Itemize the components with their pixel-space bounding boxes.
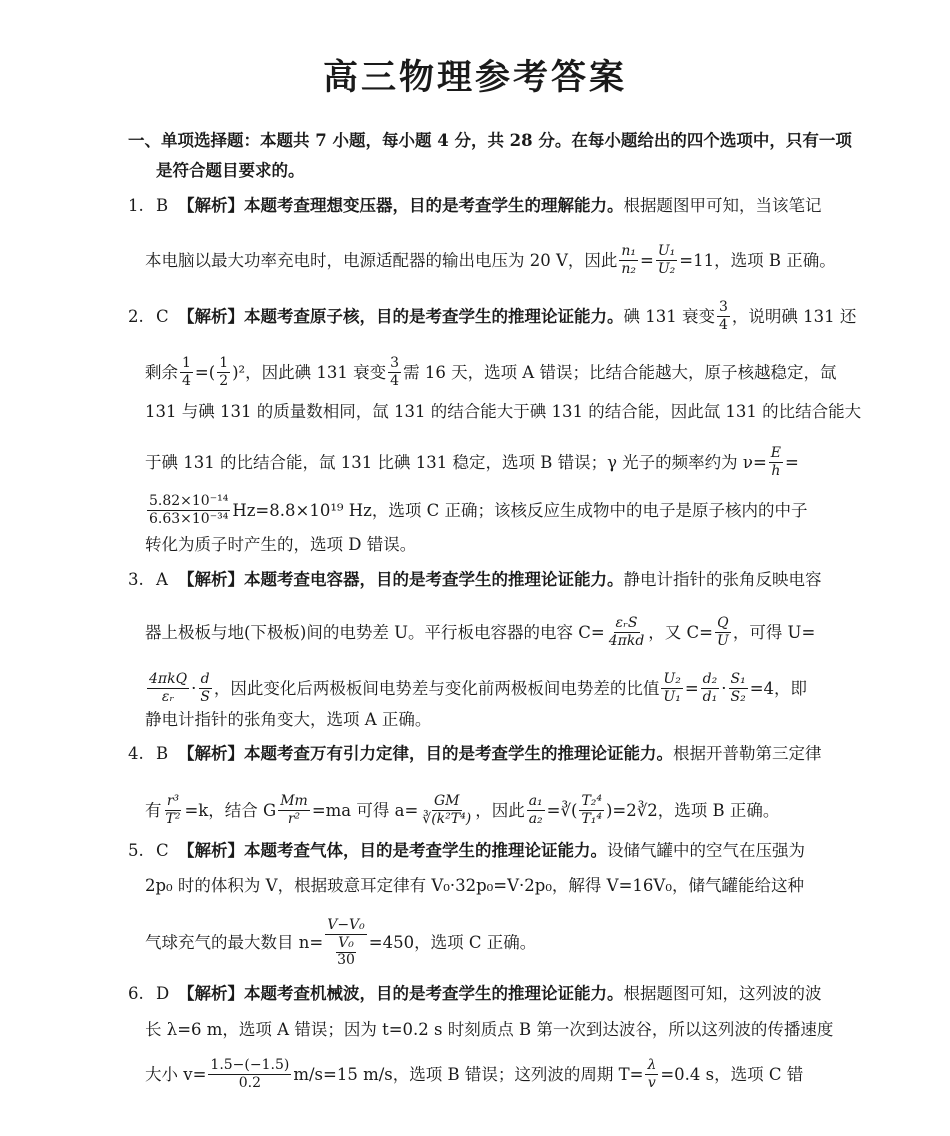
q4-text: =k，结合 G: [184, 800, 277, 820]
q2-line6: 转化为质子时产生的，选项 D 错误。: [145, 535, 417, 554]
q3-frac: $\frac{\text{U₂}}{\text{U₁}}$: [663, 671, 681, 706]
q4-text: 根据开普勒第三定律: [673, 744, 822, 763]
q4-text: 有: [145, 800, 162, 820]
q4-line1: [128, 746, 822, 763]
q6-text: =0.4 s，选项 C 错: [660, 1064, 804, 1084]
q3-frac: $\frac{\text{εᵣS}}{\text{4πkd}}$: [608, 615, 645, 650]
q5-answer: C: [156, 841, 169, 860]
q1-tag: 【解析】本题考查理想变压器，目的是考查学生的理解能力。: [178, 196, 624, 215]
q5-text: 气球充气的最大数目 n=: [145, 932, 324, 952]
q3-text: =: [684, 678, 699, 698]
q3-tag: 【解析】本题考查电容器，目的是考查学生的推理论证能力。: [178, 570, 624, 589]
q1-line1: [128, 198, 822, 215]
q2-line3: 131 与碘 131 的质量数相同，氙 131 的结合能大于碘 131 的结合能，因此氙 131 的比结合能大: [145, 402, 862, 421]
q5-text: 设储气罐中的空气在压强为: [607, 841, 805, 860]
section-heading-line2: 是符合题目要求的。: [156, 161, 305, 180]
q2-frac: $\frac{1}{4}$: [182, 355, 191, 390]
q4-frac: $\frac{\text{r³}}{\text{T²}}$: [165, 793, 181, 828]
q5-text: =450，选项 C 正确。: [368, 932, 537, 952]
q3-line2: [145, 616, 815, 650]
q2-line5: [145, 494, 807, 528]
q3-text: 静电计指针的张角反映电容: [623, 570, 822, 589]
section-heading-line1: 一、单项选择题：本题共 7 小题，每小题 4 分，共 28 分。在每小题给出的四个选项中，只有一项: [128, 131, 852, 150]
q6-frac: $\frac{1.5-(-1.5)}{0.2}$: [210, 1057, 290, 1092]
page-title: 高三物理参考答案: [322, 57, 627, 98]
q6-frac: $\frac{\lambda}{v}$: [647, 1057, 657, 1092]
q6-line1: [128, 986, 822, 1003]
q4-line2: [145, 794, 779, 828]
q3-answer: A: [156, 570, 168, 589]
q4-frac: $\frac{\text{T₂⁴}}{\text{T₁⁴}}$: [581, 793, 602, 828]
q1-text: =11，选项 B 正确。: [679, 250, 836, 270]
q1-answer: B: [156, 196, 169, 215]
q2-line2: [145, 356, 836, 390]
q3-text: ，可得 U=: [732, 622, 816, 642]
q2-line4: [145, 446, 799, 480]
q3-text: ·: [721, 678, 727, 698]
q1-eq: =: [640, 250, 654, 270]
q3-number: 3.: [128, 570, 144, 589]
q4-frac: $\frac{Mm}{\text{r²}}$: [280, 793, 308, 828]
q3-line4: 静电计指针的张角变大，选项 A 正确。: [145, 710, 432, 729]
q2-tag: 【解析】本题考查原子核，目的是考查学生的推理论证能力。: [178, 306, 624, 326]
q3-text: ，又 C=: [648, 622, 713, 642]
q2-line1: [128, 300, 856, 334]
q1-text: 根据题图甲可知，当该笔记: [623, 196, 822, 215]
q2-frac: $\frac{E}{h}$: [770, 445, 782, 480]
q4-tag: 【解析】本题考查万有引力定律，目的是考查学生的推理论证能力。: [178, 744, 673, 763]
q2-text: 碘 131 衰变: [623, 306, 715, 326]
q2-frac: $\frac{1}{2}$: [219, 355, 229, 390]
q2-text: Hz=8.8×10¹⁹ Hz，选项 C 正确；该核反应生成物中的电子是原子核内的中子: [232, 500, 808, 520]
q3-text: ·: [191, 678, 197, 698]
q5-line2: 2p₀ 时的体积为 V，根据玻意耳定律有 V₀·32p₀=V·2p₀，解得 V=16V₀，储气罐能给这种: [145, 876, 804, 895]
q2-frac: $\frac{3}{4}$: [390, 355, 400, 390]
q5-line3: [145, 918, 536, 968]
q2-answer: C: [156, 306, 169, 326]
q2-frac: $\frac{3}{4}$: [718, 299, 728, 334]
q6-answer: D: [156, 984, 170, 1003]
q6-line3: [145, 1058, 803, 1092]
q4-frac: $\frac{GM}{\text{∛(k²T⁴)}}$: [422, 793, 472, 828]
q1-frac-u: $\frac{\text{U₁}}{\text{U₂}}$: [657, 243, 676, 278]
q2-frac: $\frac{\text{5.82×10⁻¹⁴}}{\text{6.63×10⁻³⁴}}$: [149, 493, 229, 528]
q6-text: 根据题图可知，这列波的波: [623, 984, 822, 1003]
q2-text: =(: [194, 362, 216, 382]
q5-frac: V−V₀ V₀ 30: [327, 917, 365, 968]
q6-number: 6.: [128, 984, 144, 1003]
q6-text: 大小 v=: [145, 1064, 207, 1084]
q2-text: )²，因此碘 131 衰变: [232, 362, 387, 382]
q4-text: ，因此: [475, 800, 525, 820]
q2-text: 于碘 131 的比结合能，氙 131 比碘 131 稳定，选项 B 错误；γ 光子的频率约为 ν=: [145, 452, 767, 472]
q6-line2: 长 λ=6 m，选项 A 错误；因为 t=0.2 s 时刻质点 B 第一次到达波谷，所以这列波的传播速度: [145, 1020, 834, 1039]
q4-answer: B: [156, 744, 169, 763]
q3-text: =4，即: [749, 678, 808, 698]
q6-tag: 【解析】本题考查机械波，目的是考查学生的推理论证能力。: [178, 984, 624, 1003]
q3-frac: $\frac{\text{d₂}}{\text{d₁}}$: [702, 671, 718, 706]
q2-text: 需 16 天，选项 A 错误；比结合能越大，原子核越稳定，氙: [403, 362, 837, 382]
q3-text: 器上极板与地(下极板)间的电势差 U。平行板电容器的电容 C=: [145, 622, 605, 642]
q4-text: =∛(: [546, 800, 578, 820]
q3-line3: [145, 672, 807, 706]
q3-text: ，因此变化后两极板间电势差与变化前两极板间电势差的比值: [213, 678, 660, 698]
q3-frac: $\frac{\text{S₁}}{\text{S₂}}$: [730, 671, 746, 706]
q3-line1: [128, 572, 822, 589]
q3-frac: $\frac{d}{S}$: [200, 671, 210, 706]
q2-text: ，说明碘 131 还: [731, 306, 857, 326]
q5-line1: [128, 843, 805, 860]
q1-number: 1.: [128, 196, 144, 215]
q5-number: 5.: [128, 841, 144, 860]
q5-tag: 【解析】本题考查气体，目的是考查学生的推理论证能力。: [178, 841, 607, 860]
q4-text: =ma 可得 a=: [311, 800, 419, 820]
q2-text: =: [785, 452, 799, 472]
q2-number: 2.: [128, 306, 144, 326]
q1-text: 本电脑以最大功率充电时，电源适配器的输出电压为 20 V，因此: [145, 250, 618, 270]
q1-frac-n: $\frac{\text{n₁}}{\text{n₂}}$: [621, 243, 637, 278]
q4-frac: $\frac{\text{a₁}}{\text{a₂}}$: [528, 793, 543, 828]
q3-frac: $\frac{\text{4πkQ}}{\text{εᵣ}}$: [149, 671, 188, 706]
q4-text: )=2∛2，选项 B 正确。: [606, 800, 780, 820]
q4-number: 4.: [128, 744, 144, 763]
q6-text: m/s=15 m/s，选项 B 错误；这列波的周期 T=: [293, 1064, 644, 1084]
q1-line2: [145, 244, 836, 278]
q2-text: 剩余: [145, 362, 178, 382]
q3-frac: $\frac{Q}{U}$: [717, 615, 729, 650]
